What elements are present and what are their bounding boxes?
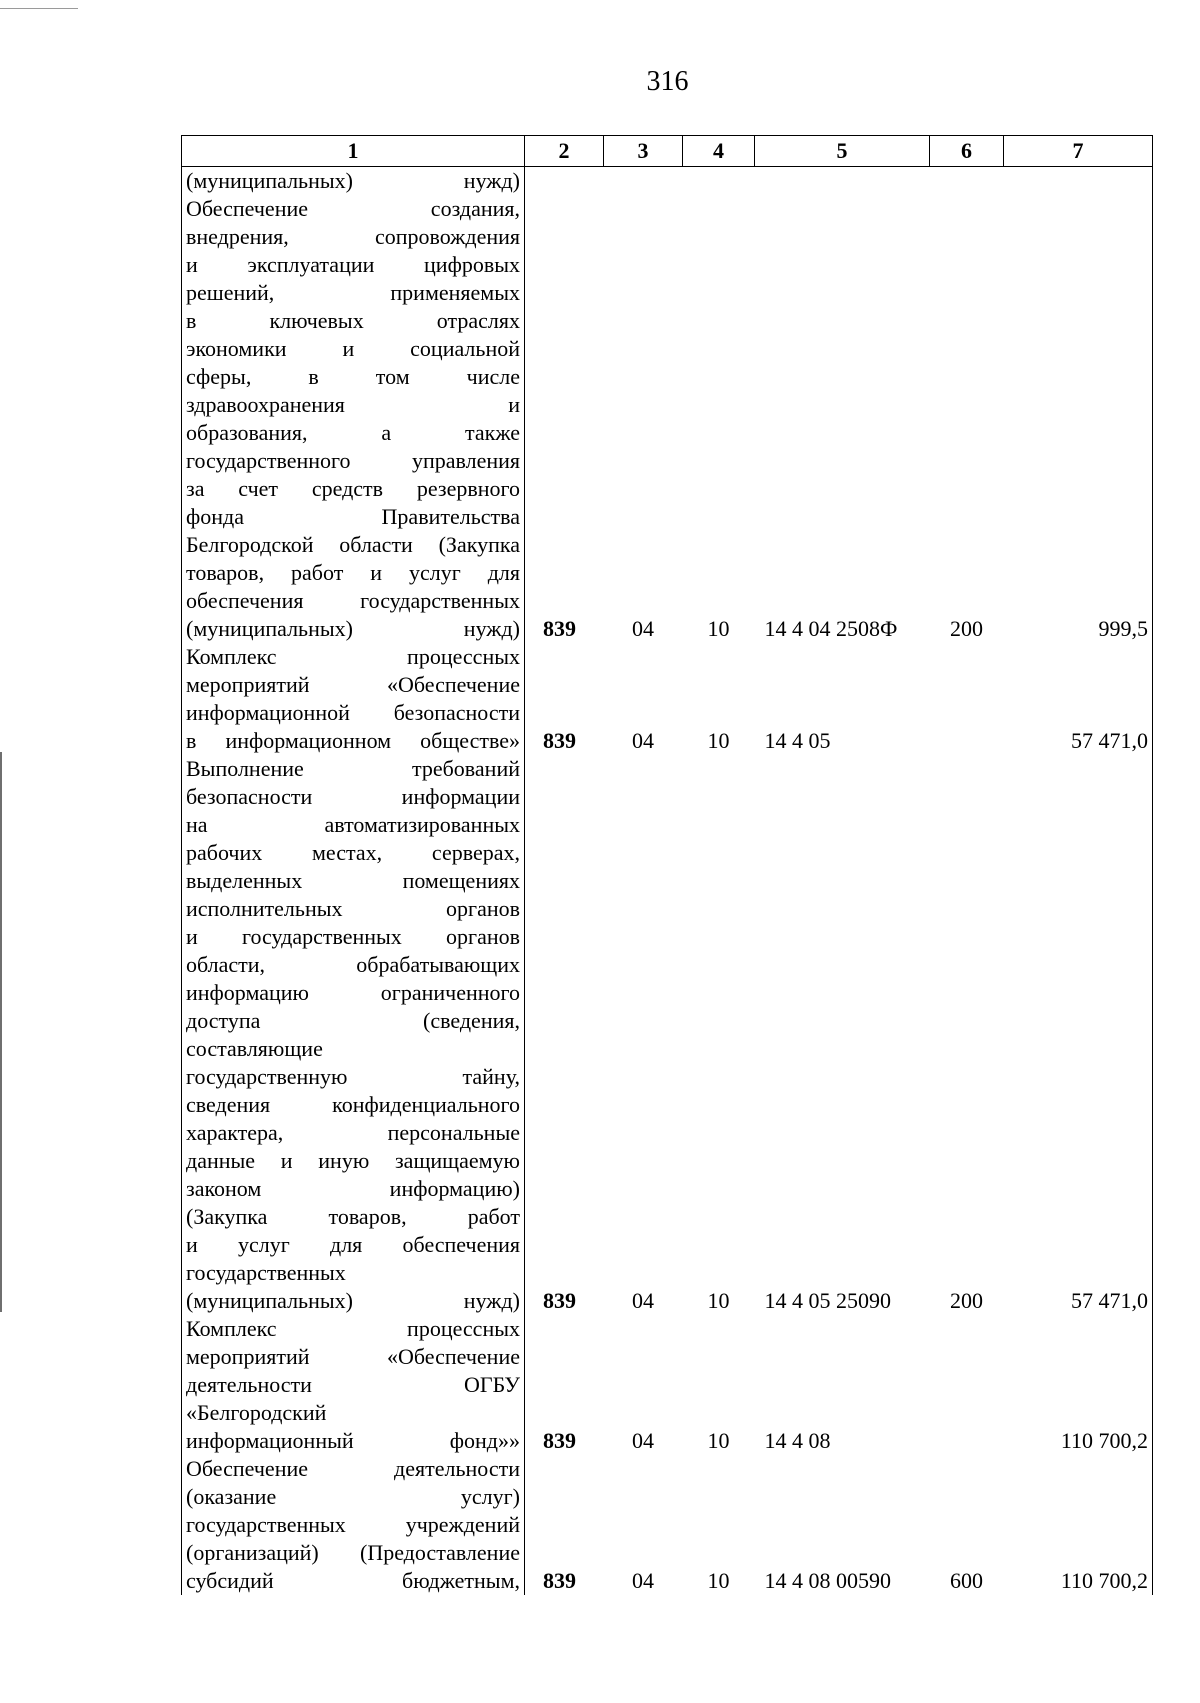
target-article-code	[755, 167, 930, 196]
section-code: 04	[632, 728, 654, 753]
description-line: (организаций) (Предоставление	[186, 1540, 520, 1565]
target-article-code: 14 4 08	[764, 1428, 831, 1453]
expense-type-code	[930, 167, 1004, 196]
description-line: информацию ограниченного	[186, 980, 520, 1005]
header-col-6: 6	[930, 136, 1004, 167]
row-description	[182, 643, 525, 755]
target-article-code: 14 4 08 00590	[764, 1568, 891, 1593]
description-line: государственного управления	[186, 448, 520, 473]
section-code: 04	[632, 616, 654, 641]
grbs-code	[525, 167, 604, 196]
subsection-code: 10	[707, 728, 730, 753]
description-line: государственную тайну,	[186, 1064, 520, 1089]
description-line: (оказание услуг)	[186, 1484, 520, 1509]
section-code: 04	[632, 1288, 654, 1313]
table-row	[182, 195, 1153, 643]
description-line: в информационном обществе»	[186, 728, 520, 753]
description-line: области, обрабатывающих	[186, 952, 520, 977]
description-line: Комплекс процессных	[186, 1316, 520, 1341]
description-line: (Закупка товаров, работ	[186, 1204, 520, 1229]
target-article-code: 14 4 05 25090	[764, 1288, 891, 1313]
grbs-code: 839	[543, 728, 576, 753]
section-code: 04	[632, 1428, 654, 1453]
target-article-code: 14 4 04 2508Ф	[764, 616, 898, 641]
description-line: в ключевых отраслях	[186, 308, 520, 333]
table-row	[182, 1315, 1153, 1455]
description-line: Выполнение требований	[186, 756, 520, 781]
description-line: характера, персональные	[186, 1120, 520, 1145]
description-line: на автоматизированных	[186, 812, 520, 837]
page-number: 316	[646, 66, 689, 97]
amount: 57 471,0	[1004, 755, 1153, 1315]
description-line: доступа (сведения,	[186, 1008, 520, 1033]
header-col-2: 2	[525, 136, 604, 167]
description-line: (муниципальных) нужд)	[186, 616, 520, 641]
expense-type-code: 200	[950, 1288, 983, 1313]
amount: 57 471,0	[1004, 643, 1153, 755]
description-line: деятельности ОГБУ	[186, 1372, 520, 1397]
description-line: составляющие	[186, 1036, 323, 1061]
description-line: «Белгородский	[186, 1400, 327, 1425]
description-line: информационный фонд»»	[186, 1428, 520, 1453]
subsection-code	[683, 167, 755, 196]
description-line: информационной безопасности	[186, 700, 520, 725]
description-line: безопасности информации	[186, 784, 520, 809]
amount: 110 700,2	[1004, 1455, 1153, 1595]
description-line: Обеспечение деятельности	[186, 1456, 520, 1481]
description-line: Обеспечение создания,	[186, 196, 520, 221]
grbs-code: 839	[543, 1428, 576, 1453]
scan-edge-mark-left	[0, 752, 2, 1312]
description-line: субсидий бюджетным,	[186, 1568, 520, 1593]
description-line: данные и иную защищаемую	[186, 1148, 520, 1173]
description-line: здравоохранения и	[186, 392, 520, 417]
row-description	[182, 195, 525, 643]
section-code	[604, 167, 683, 196]
description-line: обеспечения государственных	[186, 588, 520, 613]
table-row	[182, 755, 1153, 1315]
header-row	[182, 136, 1153, 167]
grbs-code: 839	[543, 1288, 576, 1313]
row-description	[182, 1455, 525, 1595]
description-line: (муниципальных) нужд)	[186, 1288, 520, 1313]
table-row	[182, 167, 1153, 196]
description-line: и государственных органов	[186, 924, 520, 949]
description-line: Белгородской области (Закупка	[186, 532, 520, 557]
description-line: сферы, в том числе	[186, 364, 520, 389]
description-line: мероприятий «Обеспечение	[186, 1344, 520, 1369]
description-line: исполнительных органов	[186, 896, 520, 921]
description-line: (муниципальных) нужд)	[186, 168, 520, 193]
table-row	[182, 643, 1153, 755]
amount	[1004, 167, 1153, 196]
description-line: товаров, работ и услуг для	[186, 560, 520, 585]
expense-type-code	[930, 1315, 1004, 1455]
description-line: фонда Правительства	[186, 504, 520, 529]
header-col-3: 3	[604, 136, 683, 167]
subsection-code: 10	[707, 1568, 730, 1593]
row-description	[182, 1315, 525, 1455]
expense-type-code: 200	[950, 616, 983, 641]
header-col-5: 5	[755, 136, 930, 167]
description-line: законом информацию)	[186, 1176, 520, 1201]
header-col-7: 7	[1004, 136, 1153, 167]
description-line: внедрения, сопровождения	[186, 224, 520, 249]
row-description	[182, 167, 525, 196]
amount: 110 700,2	[1004, 1315, 1153, 1455]
description-line: сведения конфиденциального	[186, 1092, 520, 1117]
header-col-4: 4	[683, 136, 755, 167]
description-line: рабочих местах, серверах,	[186, 840, 520, 865]
header-col-1: 1	[182, 136, 525, 167]
description-line: выделенных помещениях	[186, 868, 520, 893]
description-line: решений, применяемых	[186, 280, 520, 305]
description-line: государственных учреждений	[186, 1512, 520, 1537]
subsection-code: 10	[707, 616, 730, 641]
target-article-code: 14 4 05	[764, 728, 831, 753]
description-line: Комплекс процессных	[186, 644, 520, 669]
table-row	[182, 1455, 1153, 1595]
scan-edge-mark-top	[0, 8, 78, 9]
description-line: и услуг для обеспечения	[186, 1232, 520, 1257]
description-line: мероприятий «Обеспечение	[186, 672, 520, 697]
subsection-code: 10	[707, 1428, 730, 1453]
description-line: за счет средств резервного	[186, 476, 520, 501]
description-line: государственных	[186, 1260, 346, 1285]
description-line: и эксплуатации цифровых	[186, 252, 520, 277]
expense-type-code	[930, 643, 1004, 755]
table-body	[182, 167, 1153, 1596]
section-code: 04	[632, 1568, 654, 1593]
amount: 999,5	[1004, 195, 1153, 643]
row-description	[182, 755, 525, 1315]
description-line: экономики и социальной	[186, 336, 520, 361]
budget-table	[181, 135, 1153, 1595]
grbs-code: 839	[543, 1568, 576, 1593]
expense-type-code: 600	[950, 1568, 983, 1593]
grbs-code: 839	[543, 616, 576, 641]
subsection-code: 10	[707, 1288, 730, 1313]
description-line: образования, а также	[186, 420, 520, 445]
